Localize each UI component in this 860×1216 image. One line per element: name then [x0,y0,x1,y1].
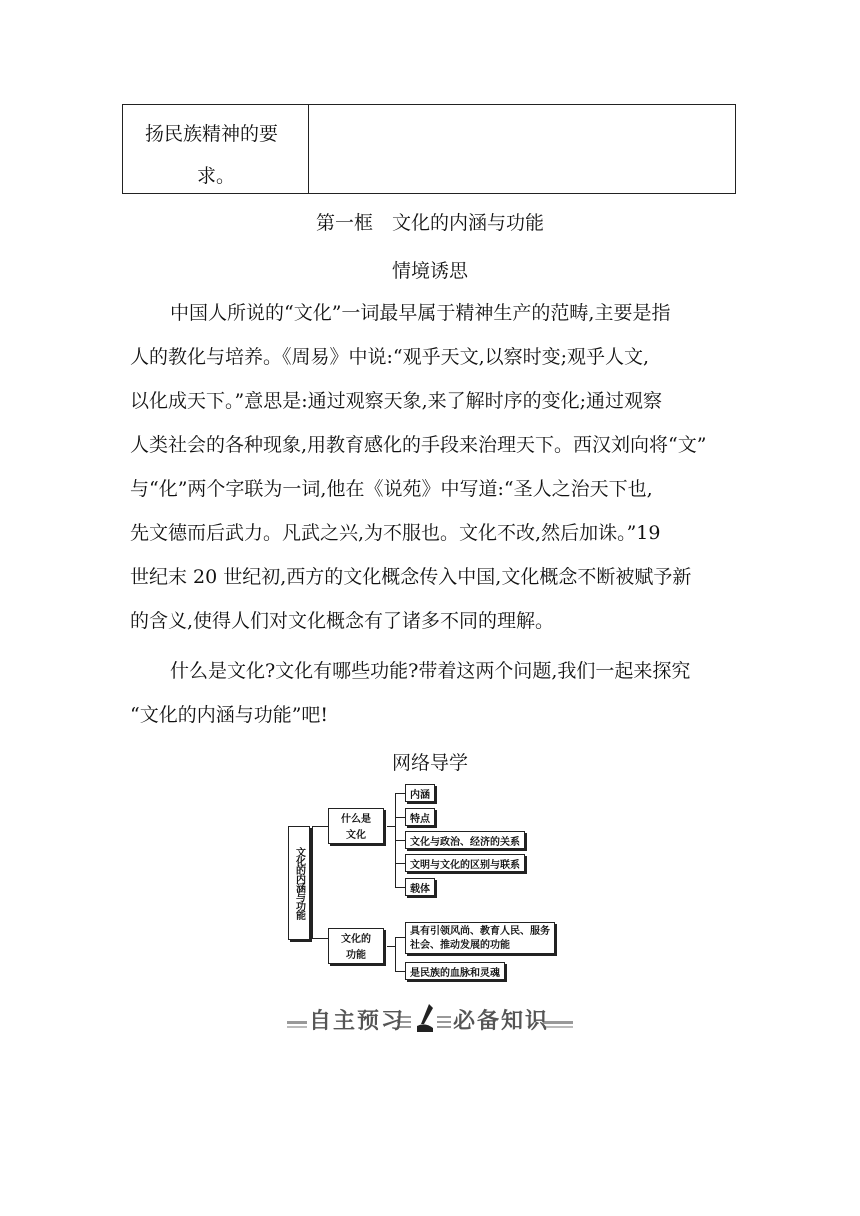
paragraph-line: 中国人所说的“文化”一词最早属于精神生产的范畴,主要是指 [170,302,671,324]
branch-culture-function [328,928,384,964]
table-cell-line: 扬民族精神的要 [145,123,279,145]
leaf-item: 文化与政治、经济的关系 [405,831,525,849]
branch-label: 功能 [346,950,366,961]
subheading-situation: 情境诱思 [391,260,468,282]
leaf-item: 内涵 [405,784,435,802]
connector-line [387,826,395,827]
subheading-network: 网络导学 [391,752,468,774]
paragraph-line: 人类社会的各种现象,用教育感化的手段来治理天下。西汉刘向将“文” [130,434,707,456]
paragraph-line: 以化成天下。”意思是:通过观察天象,来了解时序的变化;通过观察 [130,390,663,412]
leaf-item: 载体 [405,878,435,896]
connector-line [395,863,405,864]
connector-line [395,793,405,794]
section-title: 第一框 文化的内涵与功能 [315,212,544,234]
connector-line [312,938,328,939]
connector-line [395,971,405,972]
branch-label: 什么是 [341,814,371,825]
connector-line [312,826,328,827]
connector-line [312,826,313,938]
leaf-item-line: 具有引领风尚、教育人民、服务 [410,926,550,937]
connector-line [395,937,396,971]
paragraph-line: 先文德而后武力。凡武之兴,为不服也。文化不改,然后加诛。”19 [130,522,661,544]
leaf-item-line: 社会、推动发展的功能 [410,940,510,951]
paragraph-line: “文化的内涵与功能”吧! [130,704,329,726]
connector-line [395,887,405,888]
table-cell [123,105,309,193]
paragraph-line: 的含义,使得人们对文化概念有了诸多不同的理解。 [130,610,555,632]
pen-nib-icon [413,1002,437,1036]
paragraph-line: 什么是文化?文化有哪些功能?带着这两个问题,我们一起来探究 [170,660,691,682]
connector-line [387,946,395,947]
paragraph-line: 人的教化与培养。《周易》中说:“观乎天文,以察时变;观乎人文, [130,346,650,368]
diagram-root: 文化的内涵与功能 [288,826,310,940]
branch-label: 文化 [346,830,366,841]
connector-line [395,817,405,818]
paragraph-line: 世纪末 20 世纪初,西方的文化概念传入中国,文化概念不断被赋予新 [130,566,692,588]
leaf-item: 特点 [405,808,435,826]
connector-line [395,840,405,841]
branch-what-is-culture [328,808,384,844]
table-fragment [122,104,736,194]
table-cell-line: 求。 [197,165,236,187]
connector-line [395,937,405,938]
paragraph-line: 与“化”两个字联为一词,他在《说苑》中写道:“圣人之治天下也, [130,478,653,500]
leaf-item: 是民族的血脉和灵魂 [405,962,505,980]
branch-label: 文化的 [341,934,371,945]
leaf-item-function [405,922,555,954]
leaf-item: 文明与文化的区别与联系 [405,854,525,872]
banner-left-text: 自主预习 [309,1009,406,1034]
preview-banner [285,1002,575,1038]
banner-right-text: 必备知识 [453,1009,550,1034]
